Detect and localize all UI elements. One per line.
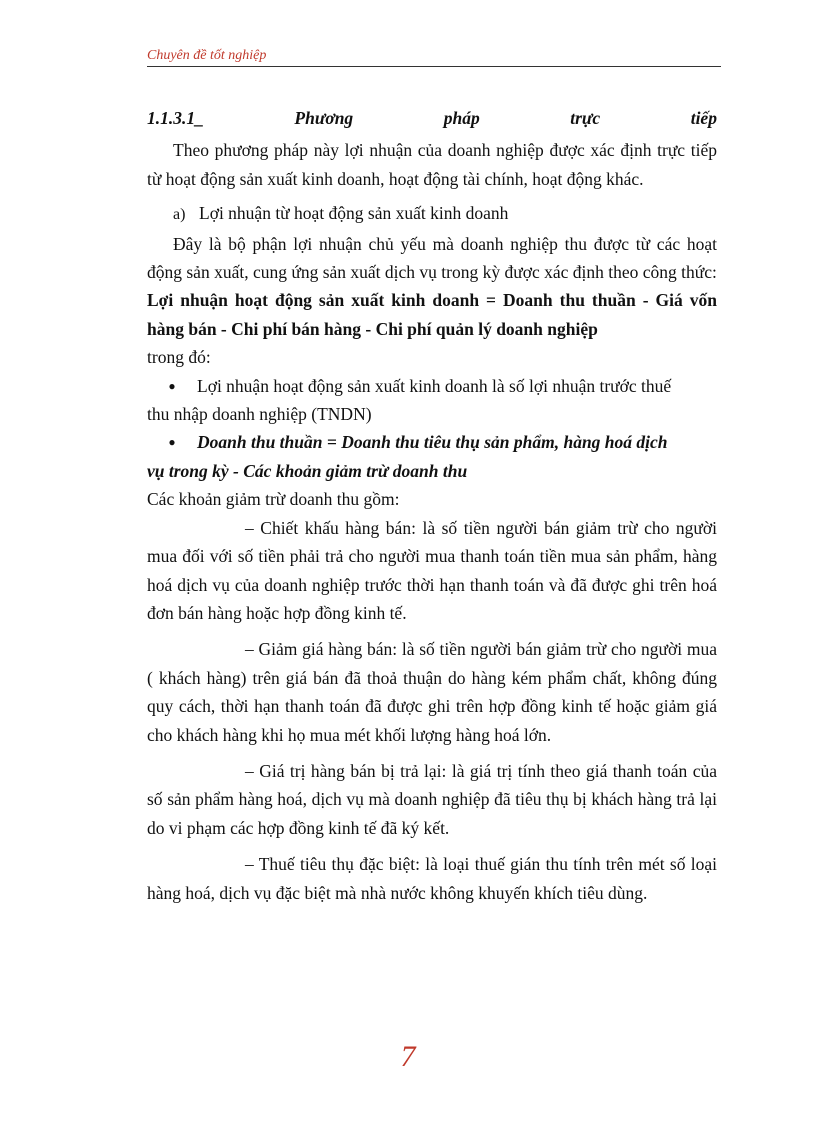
heading-word: Phương — [294, 108, 354, 128]
bullet-icon: ● — [168, 435, 176, 450]
deduction-paragraph: – Chiết khấu hàng bán: là số tiền người bán giảm trừ cho người mua đối với số tiền phải trả cho người mua thanh toán tiền mua sản phẩm, hàng hoá dịch vụ của doanh nghiệp trước thời hạn thanh toán và đã được ghi trên hoá đơn bán hàng hoặc hợp đồng kinh tế. — [147, 517, 717, 623]
bullet-icon: ● — [168, 378, 176, 393]
deduction-paragraph: – Giảm giá hàng bán: là số tiền người bán giảm trừ cho người mua ( khách hàng) trên giá bán đã thoả thuận do hàng kém phẩm chất, không đúng quy cách, thời hạn thanh toán đã được ghi trên hợp đồng kinh tế hoặc giảm giá cho khách hàng khi họ mua mét khối lượng hàng hoá lớn. — [147, 639, 717, 745]
heading-word: tiếp — [690, 108, 717, 128]
item-text: Lợi nhuận từ hoạt động sản xuất kinh doanh — [199, 203, 509, 224]
heading-word: trực — [570, 108, 601, 128]
paragraph-a: Đây là bộ phận lợi nhuận chủ yếu mà doanh nghiệp thu được từ các hoạt động sản xuất, cung ứng sản xuất dịch vụ trong kỳ được xác định theo công thức: — [147, 233, 717, 283]
page-number: 7 — [400, 1040, 416, 1073]
item-letter: a) — [173, 206, 186, 224]
formula: Lợi nhuận hoạt động sản xuất kinh doanh = Doanh thu thuần - Giá vốn hàng bán - Chi phí bán hàng - Chi phí quản lý doanh nghiệp — [147, 290, 717, 339]
bullet-item — [147, 428, 717, 485]
heading-word: pháp — [443, 108, 480, 128]
bullet-line: Lợi nhuận hoạt động sản xuất kinh doanh là số lợi nhuận trước thuế — [197, 375, 672, 396]
bullet-line: Doanh thu thuần = Doanh thu tiêu thụ sản phẩm, hàng hoá dịch — [197, 432, 668, 453]
page-header — [147, 48, 721, 67]
intro-paragraph: Theo phương pháp này lợi nhuận của doanh nghiệp được xác định trực tiếp từ hoạt động sản xuất kinh doanh, hoạt động tài chính, hoạt động khác. — [147, 140, 717, 189]
deductions-title: Các khoản giảm trừ doanh thu gồm: — [147, 489, 400, 510]
bullet-line: vụ trong kỳ - Các khoản giảm trừ doanh thu — [147, 460, 468, 481]
header-title: Chuyên đề tốt nghiệp — [147, 48, 267, 63]
deduction-paragraph: – Giá trị hàng bán bị trả lại: là giá trị tính theo giá thanh toán của số sản phẩm hàng hoá, dịch vụ mà doanh nghiệp đã tiêu thụ bị khách hàng trả lại do vi phạm các hợp đồng kinh tế đã ký kết. — [147, 760, 717, 838]
where-label: trong đó: — [147, 347, 211, 368]
heading-number: 1.1.3.1_ — [147, 108, 204, 128]
document-body — [147, 104, 717, 907]
section-heading — [147, 104, 717, 132]
deduction-paragraph: – Thuế tiêu thụ đặc biệt: là loại thuế gián thu tính trên mét số loại hàng hoá, dịch vụ đặc biệt mà nhà nước không khuyến khích tiêu dùng. — [147, 854, 717, 903]
bullet-line: thu nhập doanh nghiệp (TNDN) — [147, 404, 372, 425]
list-item-a — [147, 199, 717, 229]
bullet-item — [147, 372, 717, 429]
